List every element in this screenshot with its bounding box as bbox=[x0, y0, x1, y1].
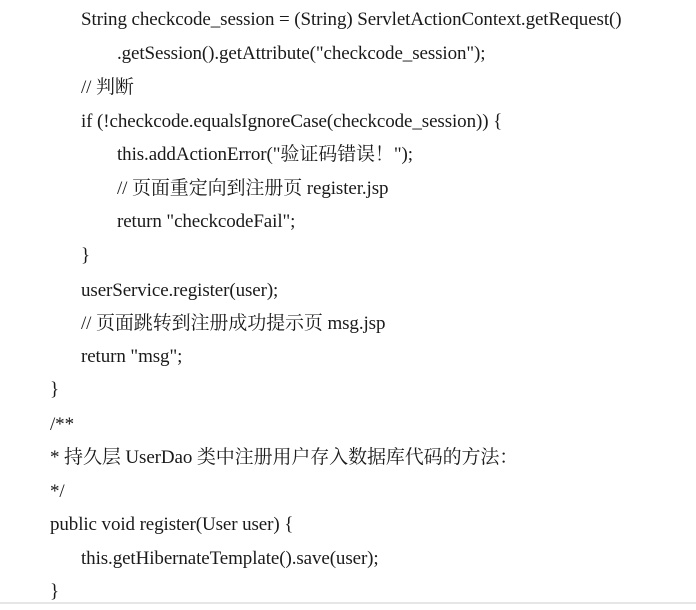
code-comment: // 判断 bbox=[81, 77, 134, 98]
code-line: this.getHibernateTemplate().save(user); bbox=[81, 548, 379, 569]
code-comment: /** bbox=[50, 414, 74, 435]
code-line: } bbox=[50, 379, 60, 400]
code-comment: * 持久层 UserDao 类中注册用户存入数据库代码的方法： bbox=[50, 447, 519, 468]
code-comment: */ bbox=[50, 481, 65, 502]
divider bbox=[0, 602, 696, 604]
code-line: } bbox=[81, 245, 91, 266]
code-line: public void register(User user) { bbox=[50, 514, 294, 535]
code-line: String checkcode_session = (String) ServletActionContext.getRequest() bbox=[81, 9, 622, 30]
code-line: } bbox=[50, 581, 60, 602]
code-comment: // 页面跳转到注册成功提示页 msg.jsp bbox=[81, 313, 386, 334]
code-line: userService.register(user); bbox=[81, 280, 279, 301]
code-line: return "msg"; bbox=[81, 346, 183, 367]
code-comment: // 页面重定向到注册页 register.jsp bbox=[117, 178, 389, 199]
code-line: if (!checkcode.equalsIgnoreCase(checkcode_session)) { bbox=[81, 111, 503, 132]
code-line: .getSession().getAttribute("checkcode_session"); bbox=[117, 43, 486, 64]
code-line: this.addActionError("验证码错误！"); bbox=[117, 144, 413, 165]
code-line: return "checkcodeFail"; bbox=[117, 211, 296, 232]
